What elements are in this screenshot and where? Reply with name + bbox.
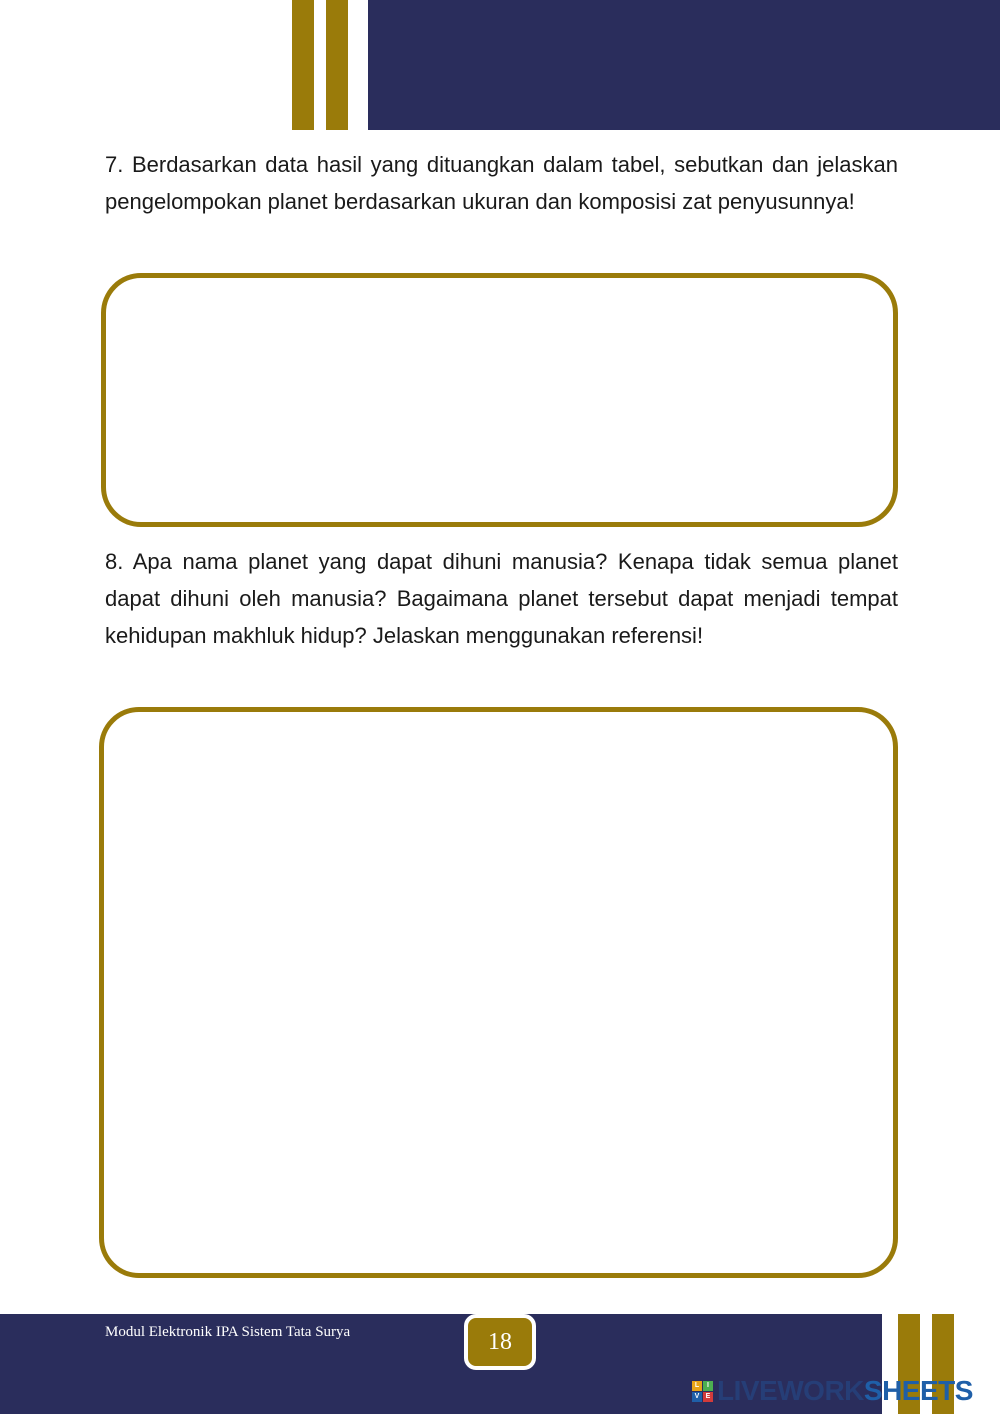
footer-module-title: Modul Elektronik IPA Sistem Tata Surya: [105, 1324, 351, 1340]
watermark-text-strong: SHEETS: [863, 1375, 973, 1406]
liveworksheets-watermark: [692, 1374, 973, 1408]
top-navy-banner: [368, 0, 1000, 130]
top-gold-stripe-right: [326, 0, 348, 130]
answer-box-question-7[interactable]: [101, 273, 898, 527]
question-8-text: 8. Apa nama planet yang dapat dihuni manusia? Kenapa tidak semua planet dapat dihuni oleh manusia? Bagaimana planet tersebut dapat menjadi tempat kehidupan makhluk hidup? Jelaskan menggunakan referensi!: [105, 549, 898, 648]
watermark-text-faded: LIVEWORK: [717, 1375, 864, 1406]
logo-letter-v: V: [692, 1392, 702, 1402]
logo-letter-e: E: [703, 1392, 713, 1402]
answer-box-question-8[interactable]: [99, 707, 898, 1278]
logo-letter-i: I: [703, 1381, 713, 1391]
top-gold-stripe-left: [292, 0, 314, 130]
logo-letter-l: L: [692, 1381, 702, 1391]
page-number-badge: 18: [464, 1314, 536, 1370]
watermark-text: [717, 1375, 973, 1407]
liveworksheets-logo-icon: [692, 1381, 713, 1402]
question-7-text: 7. Berdasarkan data hasil yang dituangkan dalam tabel, sebutkan dan jelaskan pengelompokan planet berdasarkan ukuran dan komposisi zat penyusunnya!: [105, 152, 898, 214]
